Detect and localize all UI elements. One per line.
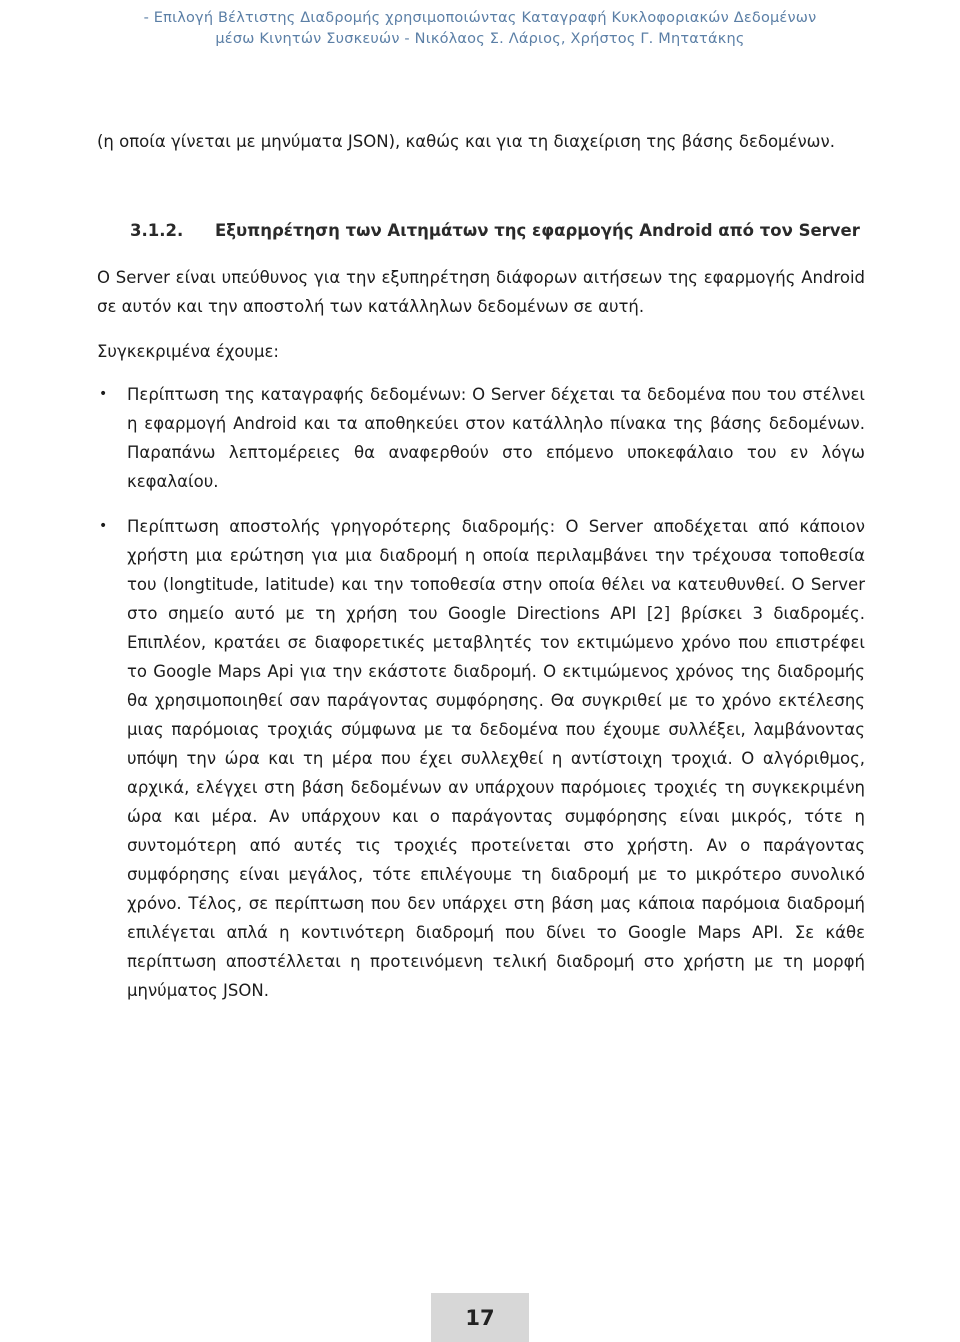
server-paragraph: Ο Server είναι υπεύθυνος για την εξυπηρέτηση διάφορων αιτήσεων της εφαρμογής Android σε αυτόν και την αποστολή των κατάλληλων δεδομένων σε αυτή. — [97, 268, 865, 316]
running-header-line-2: μέσω Κινητών Συσκευών - Νικόλαος Σ. Λάριος, Χρήστος Γ. Μητατάκης — [215, 31, 745, 47]
list-item — [97, 512, 865, 1005]
intro-paragraph: (η οποία γίνεται με μηνύματα JSON), καθώς και για τη διαχείριση της βάσης δεδομένων. — [97, 132, 835, 151]
bullet-text-fastest-route: Περίπτωση αποστολής γρηγορότερης διαδρομής: Ο Server αποδέχεται από κάποιον χρήστη μια ερώτηση για μια διαδρομή η οποία περιλαμβάνει την τρέχουσα τοποθεσία του (longtitude, latitude) και την τοποθεσία στην οποία θέλει να κατευθυνθεί. Ο Server στο σημείο αυτό με τη χρήση του Google Directions API [2] βρίσκει 3 διαδρομές. Επιπλέον, κρατάει σε διαφορετικές μεταβλητές τον εκτιμώμενο χρόνο που επιστρέφει το Google Maps Api για την εκάστοτε διαδρομή. Ο εκτιμώμενος χρόνος της διαδρομής θα χρησιμοποιηθεί σαν παράγοντας συμφόρησης. Θα συγκριθεί με το χρόνο εκτέλεσης μιας παρόμοιας τροχιάς σύμφωνα με τα δεδομένα που έχουμε συλλέξει, λαμβάνοντας υπόψη την ώρα και τη μέρα που έχει συλλεχθεί η αντίστοιχη τροχιά. Ο αλγόριθμος, αρχικά, ελέγχει στη βάση δεδομένων αν υπάρχουν παρόμοιες τροχιές τη συγκεκριμένη ώρα και μέρα. Αν υπάρχουν και ο παράγοντας συμφόρησης είναι μικρός, τότε η συντομότερη από αυτές τις τροχιές προτείνεται στο χρήστη. Αν ο παράγοντας συμφόρησης είναι μεγάλος, τότε επιλέγουμε τη διαδρομή με το μικρότερο συνολικό χρόνο. Τέλος, σε περίπτωση που δεν υπάρχει στη βάση μας κάποια παρόμοια διαδρομή επιλέγεται απλά η κοντινότερη διαδρομή που δίνει το Google Maps API. Σε κάθε περίπτωση αποστέλλεται η προτεινόμενη τελική διαδρομή στο χρήστη με τη μορφή μηνύματος JSON. — [127, 517, 865, 1000]
section-number: 3.1.2. — [130, 221, 184, 240]
page-content — [97, 127, 865, 1021]
bullet-list — [97, 380, 865, 1005]
lead-paragraph: Συγκεκριμένα έχουμε: — [97, 342, 279, 361]
running-header — [0, 8, 960, 50]
bullet-text-data-logging: Περίπτωση της καταγραφής δεδομένων: Ο Server δέχεται τα δεδομένα που του στέλνει η εφαρμογή Android και τα αποθηκεύει στον κατάλληλο πίνακα της βάσης δεδομένων. Παραπάνω λεπτομέρειες θα αναφερθούν στο επόμενο υποκεφάλαιο του εν λόγω κεφαλαίου. — [127, 385, 865, 491]
bullet-icon: • — [99, 518, 108, 534]
list-item — [97, 380, 865, 496]
bullet-icon: • — [99, 386, 108, 402]
section-heading — [97, 216, 865, 245]
page-number: 17 — [431, 1293, 529, 1342]
section-title: Εξυπηρέτηση των Αιτημάτων της εφαρμογής Android από τον Server — [215, 221, 860, 240]
running-header-line-1: - Επιλογή Βέλτιστης Διαδρομής χρησιμοποιώντας Καταγραφή Κυκλοφοριακών Δεδομένων — [143, 10, 817, 26]
